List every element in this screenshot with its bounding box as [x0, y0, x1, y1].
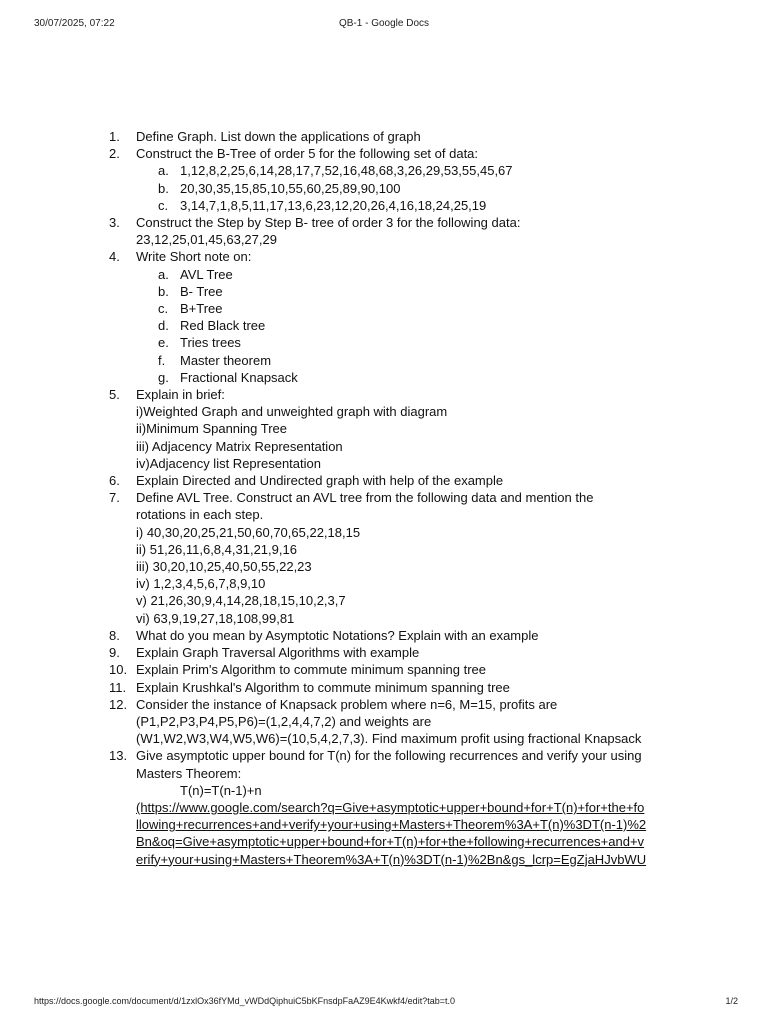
- search-link[interactable]: llowing+recurrences+and+verify+your+using+Masters+Theorem%3A+T(n)%3DT(n-1)%2: [136, 817, 647, 833]
- question-number: 7.: [109, 490, 120, 506]
- sub-item: [136, 162, 689, 179]
- sub-letter: c.: [158, 301, 169, 317]
- question-9: [109, 644, 689, 661]
- question-text: What do you mean by Asymptotic Notations? Explain with an example: [136, 627, 539, 643]
- question-number: 13.: [109, 748, 128, 764]
- question-number: 1.: [109, 129, 120, 144]
- sub-item: [136, 352, 689, 369]
- sub-item: [136, 266, 689, 283]
- question-3: [109, 214, 689, 231]
- sub-text: 1,12,8,2,25,6,14,28,17,7,52,16,48,68,3,26,29,53,55,45,67: [180, 163, 513, 179]
- sub-letter: a.: [158, 163, 169, 179]
- sub-text: B- Tree: [180, 283, 223, 299]
- question-number: 8.: [109, 627, 120, 643]
- search-link[interactable]: Bn&oq=Give+asymptotic+upper+bound+for+T(n)+for+the+following+recurrences+and+v: [136, 834, 645, 850]
- question-text-continued: i) 40,30,20,25,21,50,60,70,65,22,18,15: [136, 524, 361, 540]
- question-number: 11.: [109, 679, 127, 695]
- question-4: [109, 248, 689, 265]
- sub-letter: g.: [158, 369, 169, 385]
- question-text-continued: iii) Adjacency Matrix Representation: [136, 438, 343, 454]
- page-number: 1/2: [725, 996, 738, 1006]
- sub-item: [136, 334, 689, 351]
- sub-letter: d.: [158, 318, 169, 334]
- question-1: [109, 128, 689, 145]
- sub-text: B+Tree: [180, 301, 223, 317]
- recurrence-formula: T(n)=T(n-1)+n: [180, 782, 262, 798]
- sub-item: [136, 369, 689, 386]
- question-number: 3.: [109, 215, 120, 231]
- question-text-continued: ii)Minimum Spanning Tree: [136, 421, 288, 437]
- sub-letter: e.: [158, 335, 169, 351]
- question-text-continued: (P1,P2,P3,P4,P5,P6)=(1,2,4,4,7,2) and weights are: [136, 713, 432, 729]
- question-number: 4.: [109, 249, 120, 265]
- question-number: 2.: [109, 146, 120, 162]
- document-title: QB-1 - Google Docs: [338, 18, 430, 29]
- question-text-continued: iv) 1,2,3,4,5,6,7,8,9,10: [136, 576, 266, 592]
- question-text-continued: v) 21,26,30,9,4,14,28,18,15,10,2,3,7: [136, 593, 346, 609]
- question-8: [109, 627, 689, 644]
- question-text-continued: rotations in each step.: [136, 507, 264, 523]
- question-text: Write Short note on:: [136, 249, 252, 265]
- question-text-continued: Masters Theorem:: [136, 765, 242, 781]
- question-6: [109, 472, 689, 489]
- sub-text: Master theorem: [180, 352, 272, 368]
- question-text-continued: iv)Adjacency list Representation: [136, 455, 321, 471]
- sub-letter: f.: [158, 352, 166, 368]
- question-2: [109, 145, 689, 162]
- question-text-continued: (W1,W2,W3,W4,W5,W6)=(10,5,4,2,7,3). Find maximum profit using fractional Knapsack: [136, 731, 642, 747]
- question-text: Construct the B-Tree of order 5 for the following set of data:: [136, 146, 479, 162]
- sub-text: 3,14,7,1,8,5,11,17,13,6,23,12,20,26,4,16,18,24,25,19: [180, 197, 487, 213]
- sub-letter: a.: [158, 266, 169, 282]
- sub-item: [136, 300, 689, 317]
- question-5: [109, 386, 689, 403]
- question-number: 12.: [109, 696, 128, 712]
- question-text: Explain Krushkal's Algorithm to commute minimum spanning tree: [136, 679, 510, 695]
- question-11: [109, 679, 689, 696]
- question-text-continued: vi) 63,9,19,27,18,108,99,81: [136, 610, 295, 626]
- question-text: Explain Directed and Undirected graph with help of the example: [136, 473, 504, 489]
- question-list: [109, 128, 689, 868]
- sub-text: Red Black tree: [180, 318, 266, 334]
- sub-text: Tries trees: [180, 335, 241, 351]
- question-10: [109, 661, 689, 678]
- question-text-continued: i)Weighted Graph and unweighted graph with diagram: [136, 404, 448, 420]
- question-number: 6.: [109, 473, 120, 489]
- sub-item: [136, 317, 689, 334]
- question-text: Explain Prim's Algorithm to commute minimum spanning tree: [136, 662, 487, 678]
- question-text: Explain in brief:: [136, 387, 225, 403]
- search-link[interactable]: erify+your+using+Masters+Theorem%3A+T(n)%3DT(n-1)%2Bn&gs_lcrp=EgZjaHJvbWU: [136, 851, 647, 867]
- question-text: Construct the Step by Step B- tree of order 3 for the following data:: [136, 215, 521, 231]
- question-number: 9.: [109, 645, 120, 661]
- sub-text: Fractional Knapsack: [180, 369, 298, 385]
- sub-letter: b.: [158, 283, 169, 299]
- question-number: 5.: [109, 387, 120, 403]
- question-text: Explain Graph Traversal Algorithms with example: [136, 645, 420, 661]
- question-text: Define AVL Tree. Construct an AVL tree from the following data and mention the: [136, 490, 594, 506]
- sub-item: [136, 197, 689, 214]
- question-text-continued: iii) 30,20,10,25,40,50,55,22,23: [136, 559, 312, 575]
- question-text-continued: 23,12,25,01,45,63,27,29: [136, 232, 277, 248]
- search-link[interactable]: (https://www.google.com/search?q=Give+asymptotic+upper+bound+for+T(n)+for+the+fo: [136, 799, 645, 815]
- sub-item: [136, 283, 689, 300]
- question-7: [109, 489, 689, 506]
- sub-text: 20,30,35,15,85,10,55,60,25,89,90,100: [180, 180, 401, 196]
- sub-letter: c.: [158, 197, 169, 213]
- question-text: Consider the instance of Knapsack problem where n=6, M=15, profits are: [136, 696, 558, 712]
- print-url: https://docs.google.com/document/d/1zxlOx36fYMd_vWDdQiphuiC5bKFnsdpFaAZ9E4Kwkf4/edit?tab=t.0: [34, 996, 455, 1006]
- question-text: Define Graph. List down the applications of graph: [136, 129, 421, 144]
- sub-letter: b.: [158, 180, 169, 196]
- question-13: [109, 747, 689, 764]
- question-number: 10.: [109, 662, 128, 678]
- print-timestamp: 30/07/2025, 07:22: [34, 18, 115, 29]
- question-12: [109, 696, 689, 713]
- sub-text: AVL Tree: [180, 266, 233, 282]
- question-text: Give asymptotic upper bound for T(n) for the following recurrences and verify your using: [136, 748, 642, 764]
- question-text-continued: ii) 51,26,11,6,8,4,31,21,9,16: [136, 541, 297, 557]
- sub-item: [136, 180, 689, 197]
